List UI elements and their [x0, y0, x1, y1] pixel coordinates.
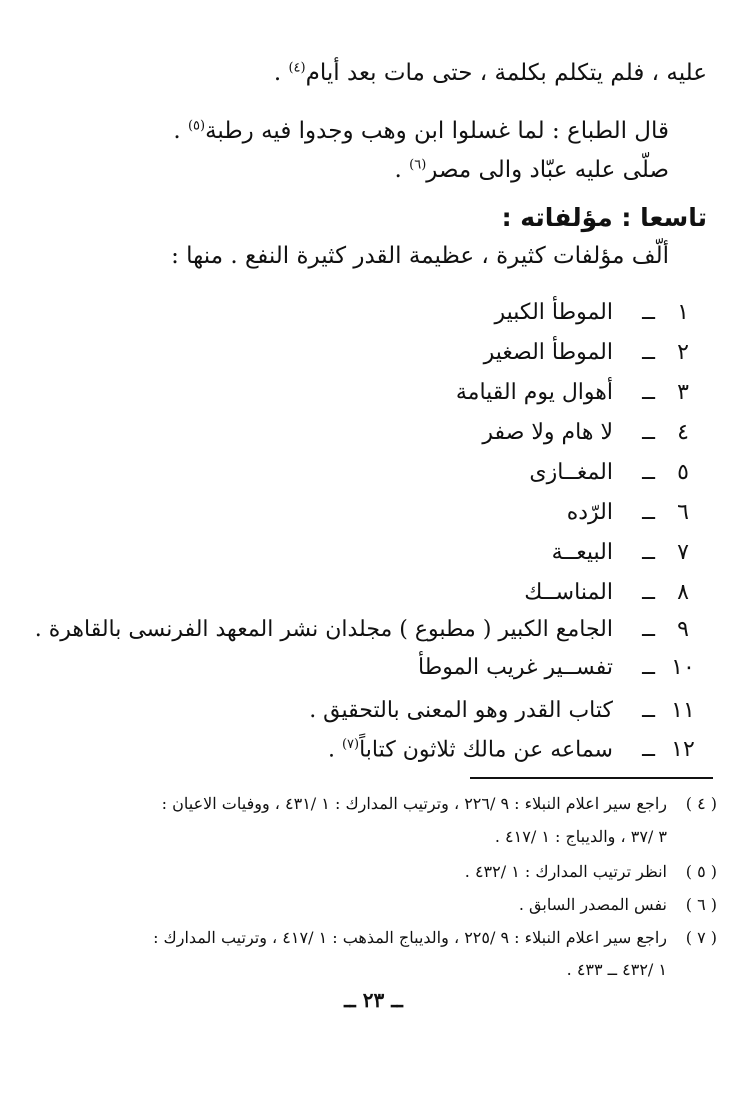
list-item-4 — [81, 420, 701, 450]
item-number: ١٢ — [671, 737, 695, 762]
intro-line: ألّف مؤلفات كثيرة ، عظيمة القدر كثيرة النفع . منها : — [171, 243, 669, 269]
item-dash: ــ — [642, 300, 655, 325]
item-dash: ــ — [642, 540, 655, 565]
list-item-6 — [81, 500, 701, 530]
footnote-ref-4[interactable]: (٤) — [288, 60, 306, 76]
list-item-3 — [81, 380, 701, 410]
item-dash: ــ — [642, 380, 655, 405]
footnote-number: ( ٧ ) — [685, 928, 717, 947]
page-number: ــ ٢٣ ــ — [344, 988, 403, 1012]
footnote-text: راجع سير اعلام النبلاء : ٩ /٢٢٥ ، والديباج المذهب : ١ /٤١٧ ، وترتيب المدارك : — [153, 928, 667, 947]
item-dash: ــ — [642, 340, 655, 365]
item-title: الجامع الكبير ( مطبوع ) مجلدان نشر المعهد الفرنسى بالقاهرة . — [34, 617, 613, 642]
item-number: ٢ — [677, 340, 689, 365]
item-number: ٨ — [677, 580, 689, 605]
item-title: الموطأ الكبير — [494, 300, 613, 325]
section-heading: تاسعا : مؤلفاته : — [501, 203, 707, 232]
list-item-10 — [81, 655, 701, 685]
footnote-4-continuation: ٣ /٣٧ ، والديباج : ١ /٤١٧ . — [494, 827, 667, 846]
paragraph-3-text: صلّى عليه عبّاد والى مصر — [426, 157, 669, 183]
footnote-separator — [470, 777, 713, 779]
footnote-ref-5[interactable]: (٥) — [187, 118, 206, 134]
item-dash: ــ — [642, 655, 655, 680]
list-item-12 — [81, 737, 701, 767]
list-item-11 — [81, 698, 701, 728]
item-title: الرّده — [566, 500, 613, 525]
item-title: المناســك — [524, 580, 613, 605]
item-number: ٤ — [677, 420, 689, 445]
footnote-ref-6[interactable]: (٦) — [409, 157, 427, 173]
paragraph-2: قال الطباع : لما غسلوا ابن وهب وجدوا فيه رطبة$^{(٥)}$ . — [173, 118, 669, 144]
item-dash: ــ — [642, 580, 655, 605]
item-number: ٥ — [677, 460, 689, 485]
footnote-7-continuation: ١ /٤٣٢ ــ ٤٣٣ . — [566, 960, 667, 979]
item-number: ١١ — [671, 698, 695, 723]
footnote-ref-7[interactable]: (٧) — [341, 737, 360, 752]
list-item-1 — [81, 300, 701, 330]
item-number: ١٠ — [671, 655, 695, 680]
paragraph-3: صلّى عليه عبّاد والى مصر$^{(٦)}$ . — [394, 157, 669, 183]
item-number: ٦ — [677, 500, 689, 525]
item-number: ١ — [677, 300, 689, 325]
item-dash: ــ — [642, 420, 655, 445]
item-title: أهوال يوم القيامة — [455, 380, 613, 405]
footnote-number: ( ٦ ) — [685, 895, 717, 914]
footnote-number: ( ٤ ) — [685, 794, 717, 813]
footnote-number: ( ٥ ) — [685, 862, 717, 881]
paragraph-2-text: قال الطباع : لما غسلوا ابن وهب وجدوا فيه رطبة — [205, 118, 669, 144]
footnote-text: نفس المصدر السابق . — [518, 895, 667, 914]
list-item-8 — [81, 580, 701, 610]
item-title: كتاب القدر وهو المعنى بالتحقيق . — [309, 698, 613, 723]
item-dash: ــ — [642, 698, 655, 723]
item-title: الموطأ الصغير — [483, 340, 613, 365]
item-dash: ــ — [642, 737, 655, 762]
item-dash: ــ — [642, 460, 655, 485]
item-title: البيعــة — [551, 540, 613, 565]
list-item-5 — [81, 460, 701, 490]
item-title: تفســير غريب الموطأ — [417, 655, 613, 680]
list-item-2 — [81, 340, 701, 370]
item-number: ٩ — [677, 617, 689, 642]
item-dash: ــ — [642, 500, 655, 525]
list-item-9 — [34, 617, 701, 647]
item-title: لا هام ولا صفر — [482, 420, 613, 445]
item-title: المغــازى — [529, 460, 613, 485]
paragraph-1-text: عليه ، فلم يتكلم بكلمة ، حتى مات بعد أيام — [305, 60, 707, 86]
list-item-7 — [81, 540, 701, 570]
footnote-text: انظر ترتيب المدارك : ١ /٤٣٢ . — [464, 862, 667, 881]
footnote-text: راجع سير اعلام النبلاء : ٩ /٢٢٦ ، وترتيب المدارك : ١ /٤٣١ ، ووفيات الاعيان : — [161, 794, 667, 813]
item-title: سماعه عن مالك ثلاثون كتاباً$^{(٧)}$ . — [327, 737, 613, 763]
item-number: ٣ — [677, 380, 689, 405]
paragraph-1: عليه ، فلم يتكلم بكلمة ، حتى مات بعد أيام$^{(٤)}$ . — [273, 60, 707, 86]
item-number: ٧ — [677, 540, 689, 565]
item-dash: ــ — [642, 617, 655, 642]
